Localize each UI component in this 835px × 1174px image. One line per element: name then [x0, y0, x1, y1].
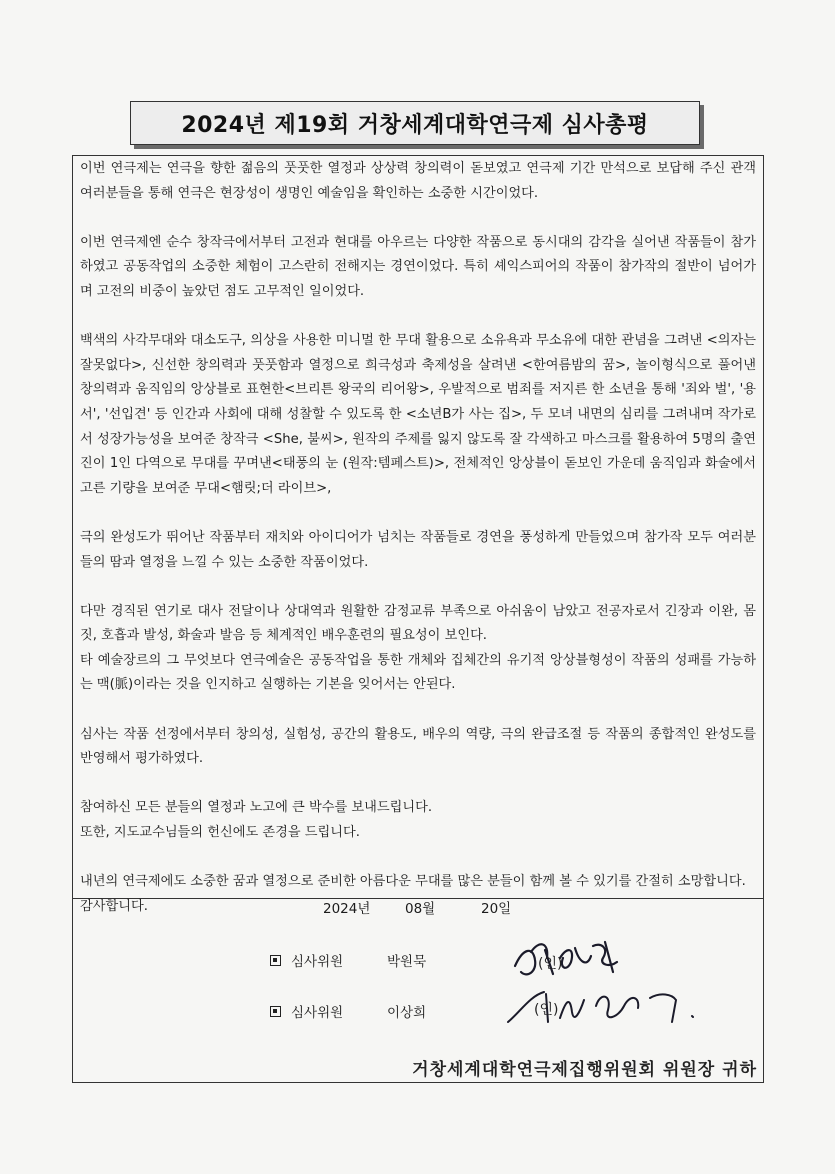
seal-mark: (인) — [538, 956, 563, 972]
addressee-footer: 거창세계대학연극제집행위원회 위원장 귀하 — [412, 1060, 757, 1080]
judge-role: 심사위원 — [291, 1005, 344, 1021]
document-title: 2024년 제19회 거창세계대학연극제 심사총평 — [130, 101, 700, 145]
signature-1 — [505, 928, 635, 988]
paragraph-7b: 또한, 지도교수님들의 헌신에도 존경을 드립니다. — [80, 825, 360, 841]
date-day: 20일 — [481, 901, 512, 917]
signature-2 — [500, 982, 700, 1032]
paragraph-5b: 타 예술장르의 그 무엇보다 연극예술은 공동작업을 통한 개체와 집체간의 유기적 앙상블형성이 작품의 성패를 가능하는 맥(脈)이라는 것을 인지하고 실행하는 기본을 잊어서는 안된다. — [80, 652, 756, 693]
paragraph-6: 심사는 작품 선정에서부터 창의성, 실험성, 공간의 활용도, 배우의 역량, 극의 완급조절 등 작품의 종합적인 완성도를 반영해서 평가하였다. — [80, 726, 756, 767]
judge-name: 박원묵 — [387, 954, 427, 970]
paragraph-1: 이번 연극제는 연극을 향한 젊음의 풋풋한 열정과 상상력 창의력이 돋보였고 연극제 기간 만석으로 보답해 주신 관객 여러분들을 통해 연극은 현장성이 생명인 예술임을 확인하는 소중한 시간이었다. — [80, 161, 756, 201]
date-month: 08월 — [405, 901, 436, 917]
judge-row-2 — [270, 999, 426, 1023]
square-bullet-icon — [270, 955, 281, 966]
judge-name: 이상희 — [387, 1005, 427, 1021]
date-year: 2024년 — [323, 901, 371, 917]
paragraph-5a: 다만 경직된 연기로 대사 전달이나 상대역과 원활한 감정교류 부족으로 아쉬움이 남았고 전공자로서 긴장과 이완, 몸짓, 호흡과 발성, 화술과 발음 등 체계적인 배우훈련의 필요성이 보인다. — [80, 603, 756, 644]
paragraph-2: 이번 연극제엔 순수 창작극에서부터 고전과 현대를 아우르는 다양한 작품으로 동시대의 감각을 실어낸 작품들이 참가하였고 공동작업의 소중한 체험이 고스란히 전해지는 경연이었다. 특히 셰익스피어의 작품이 참가작의 절반이 넘어가며 고전의 비중이 높았던 점도 고무적인 일이었다. — [80, 234, 756, 299]
judge-role: 심사위원 — [291, 954, 344, 970]
closing-thanks: 감사합니다. — [80, 898, 148, 914]
paragraph-7a: 참여하신 모든 분들의 열정과 노고에 큰 박수를 보내드립니다. — [80, 800, 433, 816]
seal-mark: (인) — [534, 1002, 559, 1018]
paragraph-4: 극의 완성도가 뛰어난 작품부터 재치와 아이디어가 넘치는 작품들로 경연을 풍성하게 만들었으며 참가작 모두 여러분들의 땀과 열정을 느낄 수 있는 소중한 작품이었다. — [80, 529, 756, 570]
square-bullet-icon — [270, 1006, 281, 1017]
review-body — [80, 157, 756, 919]
paragraph-8a: 내년의 연극제에도 소중한 꿈과 열정으로 준비한 아름다운 무대를 많은 분들이 함께 볼 수 있기를 간절히 소망합니다. — [80, 874, 746, 890]
paragraph-3: 백색의 사각무대와 대소도구, 의상을 사용한 미니멀 한 무대 활용으로 소유욕과 무소유에 대한 관념을 그려낸 <의자는 잘못없다>, 신선한 창의력과 풋풋함과 열정으로 희극성과 축제성을 살려낸 <한여름밤의 꿈>, 놀이형식으로 풀어낸 창의력과 움직임의 앙상블로 표현한<브리튼 왕국의 리어왕>, 우발적으로 범죄를 저지른 한 소년을 통해 '죄와 벌', '용서', '선입견' 등 인간과 사회에 대해 성찰할 수 있도록 한 <소년B가 사는 집>, 두 모녀 내면의 심리를 그려내며 작가로서 성장가능성을 보여준 창작극 <She, 불씨>, 원작의 주제를 잃지 않도록 잘 각색하고 마스크를 활용하여 5명의 출연진이 1인 다역으로 무대를 꾸며낸<태풍의 눈 (원작:템페스트)>, 전체적인 앙상블이 돋보인 가운데 움직임과 화술에서 고른 기량을 보여준 무대<햄릿;더 라이브>, — [80, 333, 756, 496]
judge-row-1 — [270, 948, 426, 972]
